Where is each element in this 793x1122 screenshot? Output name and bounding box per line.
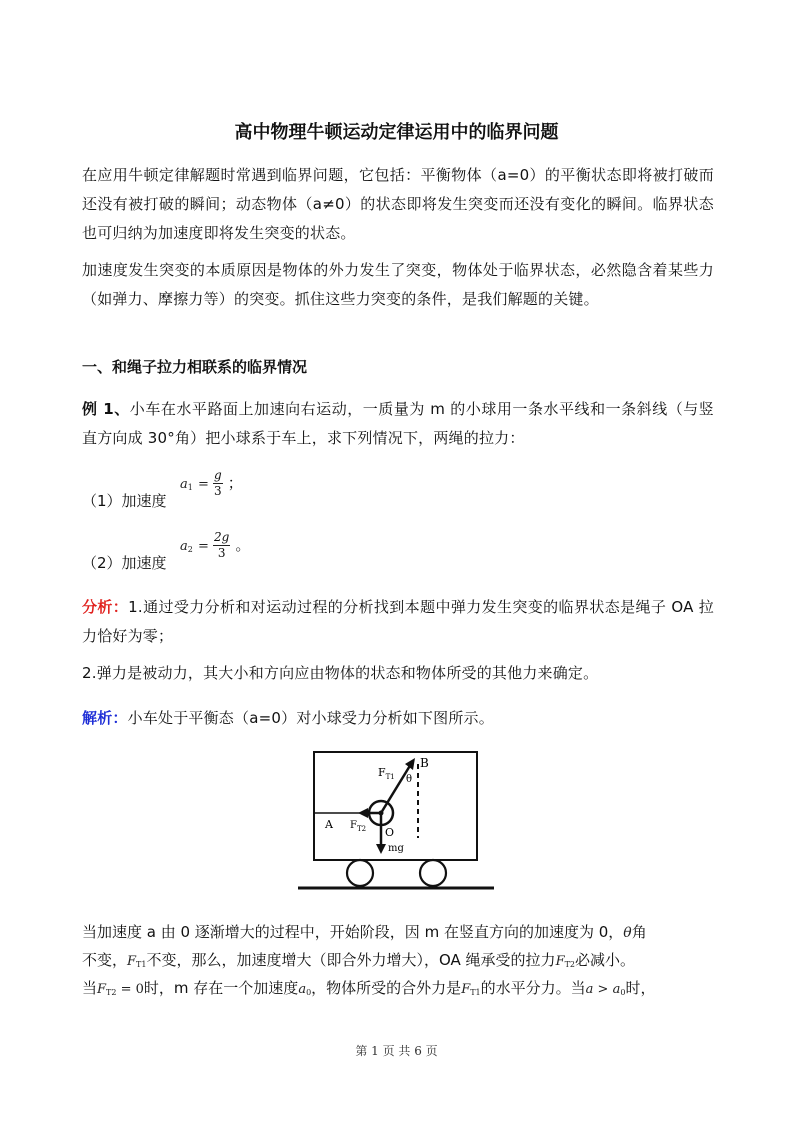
- label-theta: θ: [406, 774, 413, 785]
- mg-arrowhead: [376, 844, 386, 854]
- solution-label: 解析：: [82, 709, 128, 727]
- label-o: O: [385, 826, 395, 839]
- case-2-fraction: $\frac{2g}{3}$: [213, 530, 230, 560]
- case-2: [82, 549, 167, 578]
- final-line-2: 不变，$F_{T1}$不变，那么，加速度增大（即合外力增大），OA 绳承受的拉力$F_{T2}$必减小。: [82, 951, 636, 969]
- ft1-symbol: $F_{T1}$: [127, 954, 147, 969]
- ft1-symbol-2: $F_{T1}$: [461, 982, 481, 997]
- analysis-paragraph-1: 分析：1.通过受力分析和对运动过程的分析找到本题中弹力发生突变的临界状态是绳子 OA 拉力恰好为零；: [82, 598, 714, 645]
- intro-paragraph-1: 在应用牛顿定律解题时常遇到临界问题，它包括：平衡物体（a=0）的平衡状态即将被打破而还没有被打破的瞬间；动态物体（a≠0）的状态即将发生突变而还没有变化的瞬间。临界状态也可归纳为加速度即将发生突变的状态。: [82, 166, 714, 242]
- label-b: B: [420, 756, 429, 770]
- page-title: 高中物理牛顿运动定律运用中的临界问题: [234, 122, 559, 143]
- case-2-equation: $a_2$ = $\frac{2g}{3}$ 。: [180, 530, 251, 560]
- a-greater-a0: $a > a_0$: [585, 982, 626, 997]
- theta-symbol: θ: [623, 925, 632, 941]
- force-diagram: [298, 748, 498, 893]
- a0-symbol: $a_0$: [298, 982, 312, 997]
- section-heading: 一、和绳子拉力相联系的临界情况: [82, 358, 308, 376]
- case-2-prefix: （2）加速度: [82, 554, 167, 572]
- final-line-3: 当$F_{T2} = 0$时，m 存在一个加速度$a_0$，物体所受的合外力是$F_{T1}$的水平分力。当$a > a_0$时，: [82, 979, 656, 997]
- case-1-equation: $a_1$ = $\frac{g}{3}$ ；: [180, 468, 243, 498]
- example-text: 小车在水平路面上加速向右运动，一质量为 m 的小球用一条水平线和一条斜线（与竖直方向成 30°角）把小球系于车上，求下列情况下，两绳的拉力：: [82, 400, 715, 447]
- case-1-prefix: （1）加速度: [82, 492, 167, 510]
- case-1-fraction: $\frac{g}{3}$: [213, 468, 222, 498]
- ft1-arrowhead: [405, 758, 415, 770]
- label-ft1: $F_{T1}$: [378, 766, 395, 781]
- solution-paragraph: 解析：小车处于平衡态（a=0）对小球受力分析如下图所示。: [82, 709, 494, 727]
- ft2-zero-equation: $F_{T2} = 0$: [97, 982, 144, 997]
- wheel-left: [347, 860, 373, 886]
- label-ft2: $F_{T2}$: [350, 820, 367, 833]
- analysis-paragraph-2: 2.弹力是被动力，其大小和方向应由物体的状态和物体所受的其他力来确定。: [82, 664, 599, 682]
- final-line-1: 当加速度 a 由 0 逐渐增大的过程中，开始阶段，因 m 在竖直方向的加速度为 0，θ角: [82, 923, 647, 941]
- ft2-arrowhead: [358, 808, 368, 818]
- example-paragraph: [82, 395, 714, 453]
- ft2-symbol: $F_{T2}$: [555, 954, 576, 969]
- case-1: [82, 487, 167, 516]
- intro-paragraph-2: 加速度发生突变的本质原因是物体的外力发生了突变，物体处于临界状态，必然隐含着某些力（如弹力、摩擦力等）的突变。抓住这些力突变的条件，是我们解题的关键。: [82, 261, 714, 308]
- label-a: A: [325, 818, 333, 831]
- wheel-right: [420, 860, 446, 886]
- analysis-label: 分析：: [82, 598, 129, 616]
- page-footer: 第 1 页 共 6 页: [355, 1044, 438, 1058]
- label-mg: mg: [388, 843, 404, 854]
- example-label: 例 1、: [82, 400, 130, 418]
